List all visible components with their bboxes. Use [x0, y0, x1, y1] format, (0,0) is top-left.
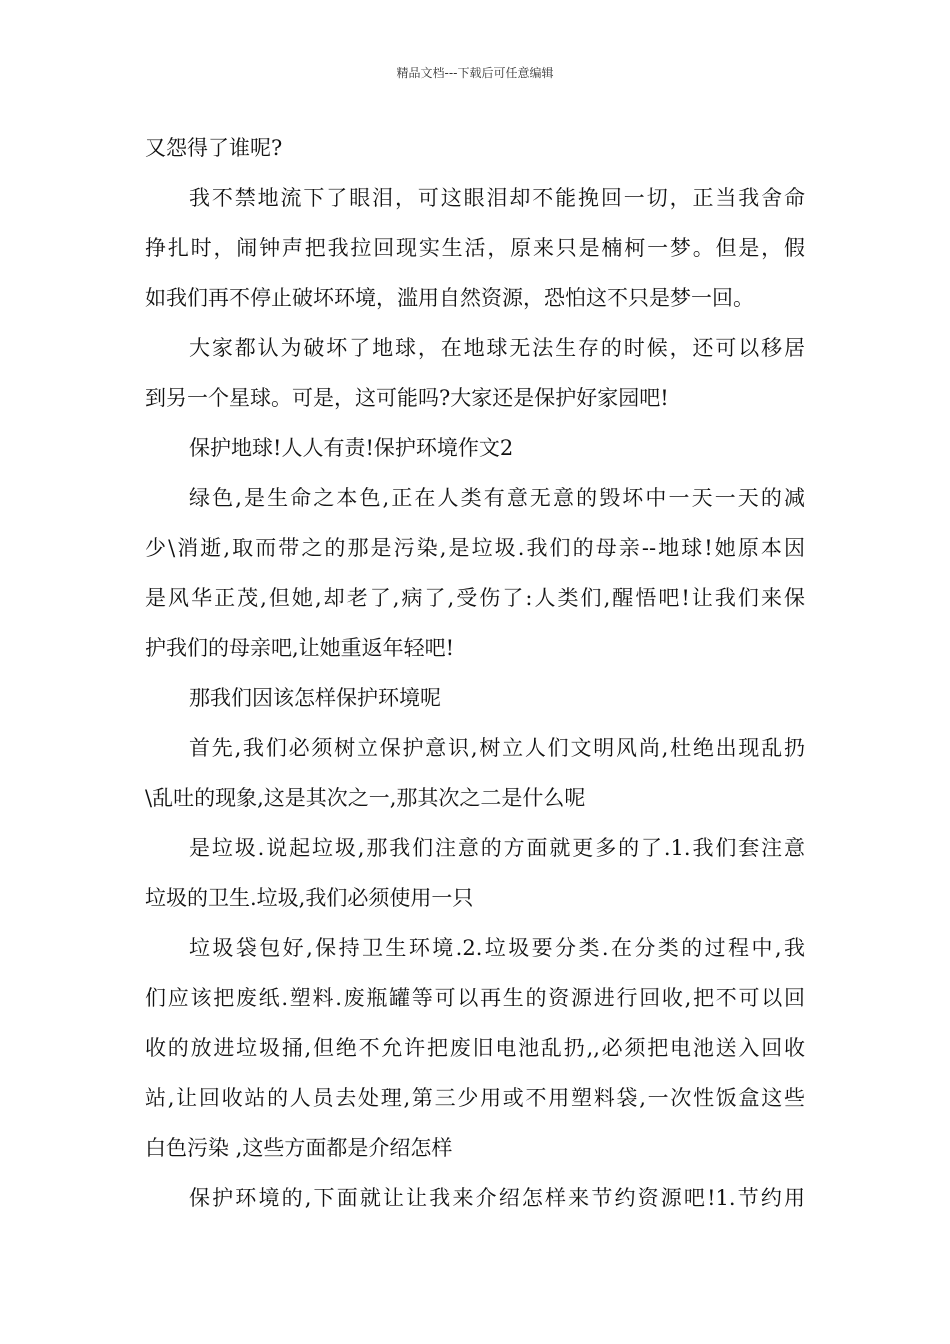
- text-line: 护我们的母亲吧,让她重返年轻吧!: [145, 636, 455, 660]
- text-line: 保护环境的,下面就让让我来介绍怎样来节约资源吧!1.节约用: [189, 1186, 805, 1210]
- text-line: 白色污染 ,这些方面都是介绍怎样: [145, 1136, 453, 1160]
- text-line: 收的放进垃圾捅,但绝不允许把废旧电池乱扔,,必须把电池送入回收: [145, 1036, 805, 1060]
- text-line: \乱吐的现象,这是其次之一,那其次之二是什么呢: [145, 786, 586, 810]
- text-line: 那我们因该怎样保护环境呢: [189, 686, 441, 710]
- text-line: 是风华正茂,但她,却老了,病了,受伤了:人类们,醒悟吧!让我们来保: [145, 586, 805, 610]
- text-line: 如我们再不停止破坏环境，滥用自然资源，恐怕这不只是梦一回。: [145, 286, 754, 310]
- document-body: [145, 123, 805, 1223]
- text-line: 大家都认为破坏了地球，在地球无法生存的时候，还可以移居: [189, 336, 805, 360]
- text-line: 垃圾袋包好,保持卫生环境.2.垃圾要分类.在分类的过程中,我: [189, 936, 805, 960]
- text-line: 是垃圾.说起垃圾,那我们注意的方面就更多的了.1.我们套注意: [189, 836, 805, 860]
- text-line: 们应该把废纸.塑料.废瓶罐等可以再生的资源进行回收,把不可以回: [145, 986, 805, 1010]
- text-line: 挣扎时，闹钟声把我拉回现实生活，原来只是楠柯一梦。但是，假: [145, 236, 805, 260]
- text-line: 又怨得了谁呢?: [145, 136, 283, 160]
- text-line: 垃圾的卫生.垃圾,我们必须使用一只: [145, 886, 474, 910]
- text-line: 站,让回收站的人员去处理,第三少用或不用塑料袋,一次性饭盒这些: [145, 1086, 805, 1110]
- text-line: 少\消逝,取而带之的那是污染,是垃圾.我们的母亲--地球!她原本因: [145, 536, 805, 560]
- page-header: 精品文档---下载后可任意编辑: [396, 66, 554, 80]
- section-heading: 保护地球!人人有责!保护环境作文2: [189, 436, 514, 460]
- text-line: 首先,我们必须树立保护意识,树立人们文明风尚,杜绝出现乱扔: [189, 736, 805, 760]
- text-line: 到另一个星球。可是，这可能吗?大家还是保护好家园吧!: [145, 386, 669, 410]
- text-line: 绿色,是生命之本色,正在人类有意无意的毁坏中一天一天的减: [189, 486, 805, 510]
- text-line: 我不禁地流下了眼泪，可这眼泪却不能挽回一切，正当我舍命: [189, 186, 805, 210]
